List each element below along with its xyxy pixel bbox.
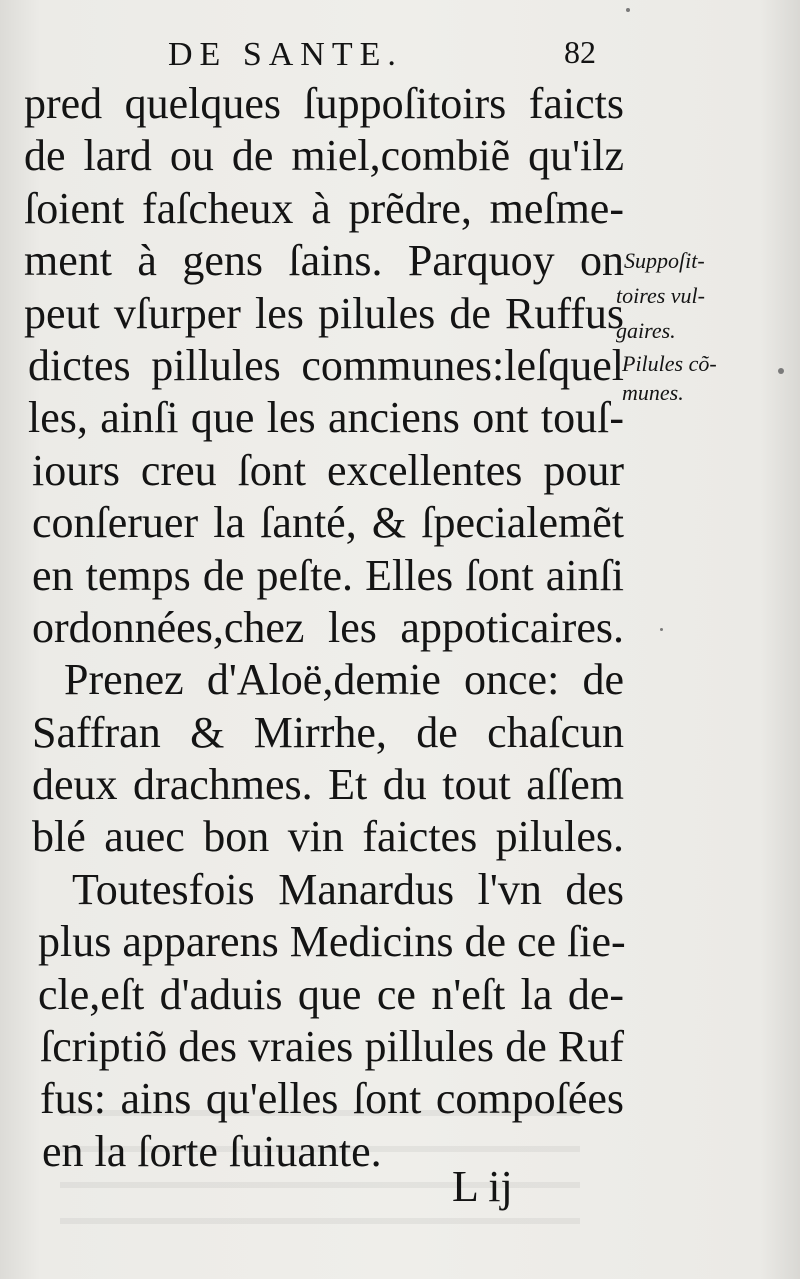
text-line: Toutesfois Manardus l'vn des <box>72 864 624 914</box>
text-line: blé auec bon vin faictes pilules. <box>32 812 624 862</box>
text-line: ſoient faſcheux à prẽdre, meſme- <box>24 183 624 233</box>
running-title: DE SANTE. <box>168 36 403 73</box>
text-line: cle,eſt d'aduis que ce n'eſt la de- <box>38 969 624 1019</box>
paper-speck <box>626 8 630 12</box>
text-line: conſeruer la ſanté, & ſpecialemẽt <box>32 498 624 548</box>
page-number: 82 <box>564 34 596 70</box>
margin-note: munes. <box>622 380 684 405</box>
margin-note: gaires. <box>616 318 676 343</box>
margin-note: Suppoſit- <box>624 248 705 273</box>
text-line: fus: ains qu'elles ſont compoſées <box>40 1074 624 1124</box>
text-line: les, ainſi que les anciens ont touſ- <box>28 393 624 443</box>
text-line: Prenez d'Aloë,demie once: de <box>64 655 624 705</box>
text-line: dictes pillules communes:leſquel <box>28 340 624 390</box>
margin-note: toires vul- <box>616 283 705 308</box>
text-line: en la ſorte ſuiuante. <box>42 1126 382 1176</box>
text-line: ordonnées,chez les appoticaires. <box>32 602 624 652</box>
text-line: iours creu ſont excellentes pour <box>32 445 624 495</box>
text-line: de lard ou de miel,combiẽ qu'ilz <box>24 131 624 181</box>
text-line: Saffran & Mirrhe, de chaſcun <box>32 707 624 757</box>
page-header <box>168 30 608 76</box>
margin-notes <box>616 246 786 407</box>
paper-speck <box>778 368 784 374</box>
text-line: peut vſurper les pilules de Ruffus <box>24 288 624 338</box>
text-line: ſcriptiõ des vraies pillules de Ruf <box>40 1022 624 1072</box>
text-line: deux drachmes. Et du tout aſſem <box>32 760 624 810</box>
catchword: L ij <box>452 1162 513 1211</box>
body-text <box>24 78 624 1178</box>
text-line: plus apparens Medicins de ce ſie- <box>38 917 626 967</box>
paper-speck <box>660 628 663 631</box>
margin-note: Pilules cõ- <box>622 351 717 376</box>
text-line: ment à gens ſains. Parquoy on <box>24 236 624 286</box>
text-line: pred quelques ſuppoſitoirs faicts <box>24 79 624 128</box>
text-line: en temps de peſte. Elles ſont ainſi <box>32 550 624 600</box>
